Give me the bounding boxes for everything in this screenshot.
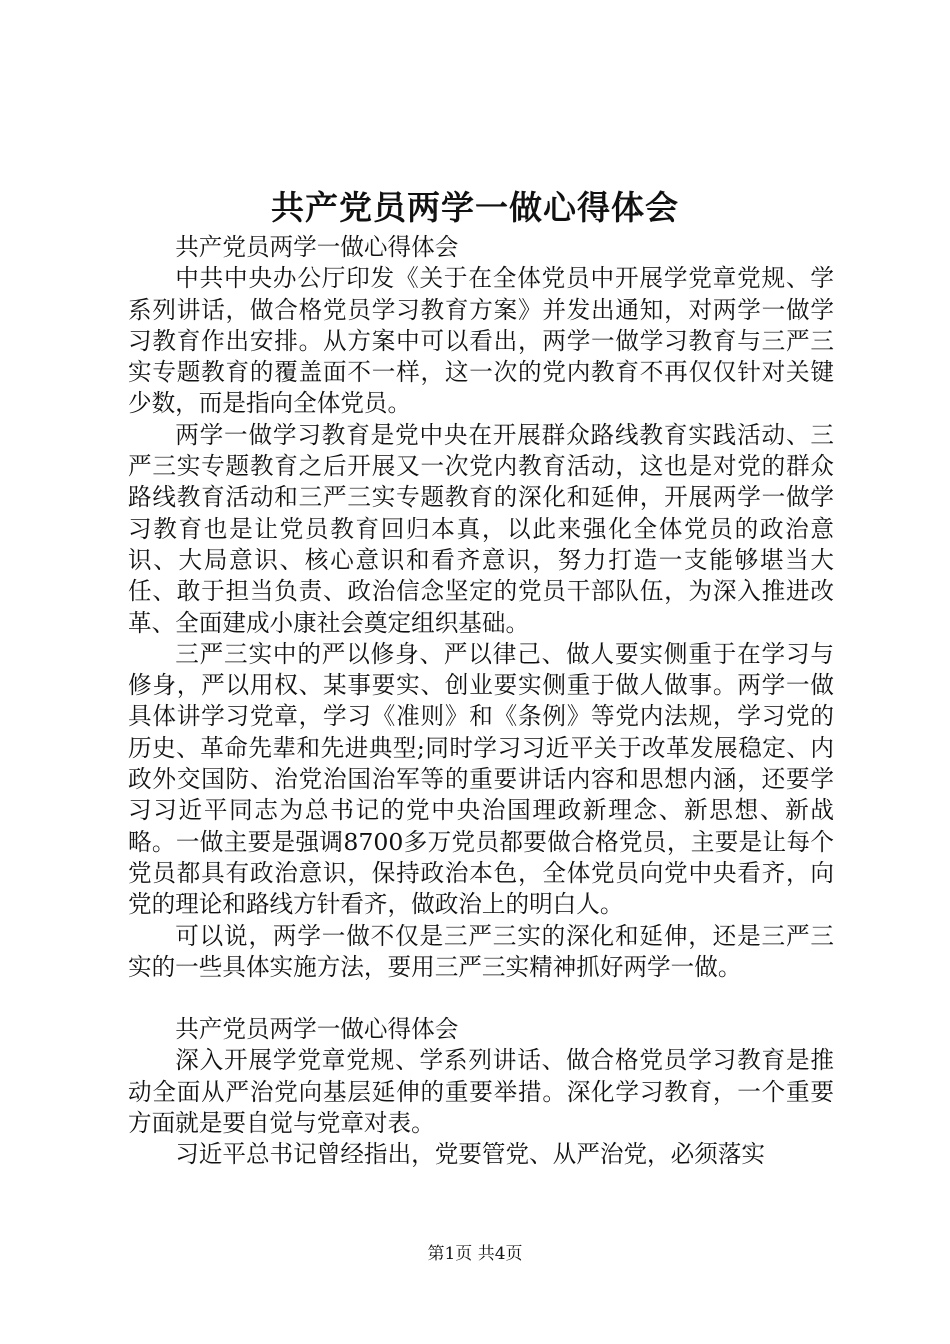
- document-title: 共产党员两学一做心得体会: [271, 188, 679, 227]
- paragraph: 习近平总书记曾经指出，党要管党、从严治党，必须落实: [175, 1140, 766, 1169]
- section-gap: [128, 983, 834, 1014]
- paragraph: 可以说，两学一做不仅是三严三实的深化和延伸，还是三严三实的一些具体实施方法，要用三严三实精神抓好两学一做。: [128, 921, 834, 981]
- paragraph: 两学一做学习教育是党中央在开展群众路线教育实践活动、三严三实专题教育之后开展又一次党内教育活动，这也是对党的群众路线教育活动和三严三实专题教育的深化和延伸，开展两学一做学习教育也是让党员教育回归本真，以此来强化全体党员的政治意识、大局意识、核心意识和看齐意识，努力打造一支能够堪当大任、敢于担当负责、政治信念坚定的党员干部队伍，为深入推进改革、全面建成小康社会奠定组织基础。: [128, 420, 834, 637]
- document-body: [128, 232, 834, 1171]
- paragraph: 深入开展学党章党规、学系列讲话、做合格党员学习教育是推动全面从严治党向基层延伸的重要举措。深化学习教育，一个重要方面就是要自觉与党章对表。: [128, 1046, 834, 1138]
- paragraph: 中共中央办公厅印发《关于在全体党员中开展学党章党规、学系列讲话，做合格党员学习教育方案》并发出通知，对两学一做学习教育作出安排。从方案中可以看出，两学一做学习教育与三严三实专题教育的覆盖面不一样，这一次的党内教育不再仅仅针对关键少数，而是指向全体党员。: [128, 264, 834, 418]
- paragraph: 三严三实中的严以修身、严以律己、做人要实侧重于在学习与修身，严以用权、某事要实、创业要实侧重于做人做事。两学一做具体讲学习党章，学习《准则》和《条例》等党内法规，学习党的历史、革命先辈和先进典型;同时学习习近平关于改革发展稳定、内政外交国防、治党治国治军等的重要讲话内容和思想内涵，还要学习习近平同志为总书记的党中央治国理政新理念、新思想、新战略。一做主要是强调8700多万党员都要做合格党员，主要是让每个党员都具有政治意识，保持政治本色，全体党员向党中央看齐，向党的理论和路线方针看齐，做政治上的明白人。: [128, 639, 834, 919]
- page-footer: 第1页 共4页: [427, 1244, 523, 1264]
- section-heading: 共产党员两学一做心得体会: [175, 1015, 459, 1044]
- section-heading: 共产党员两学一做心得体会: [175, 233, 459, 261]
